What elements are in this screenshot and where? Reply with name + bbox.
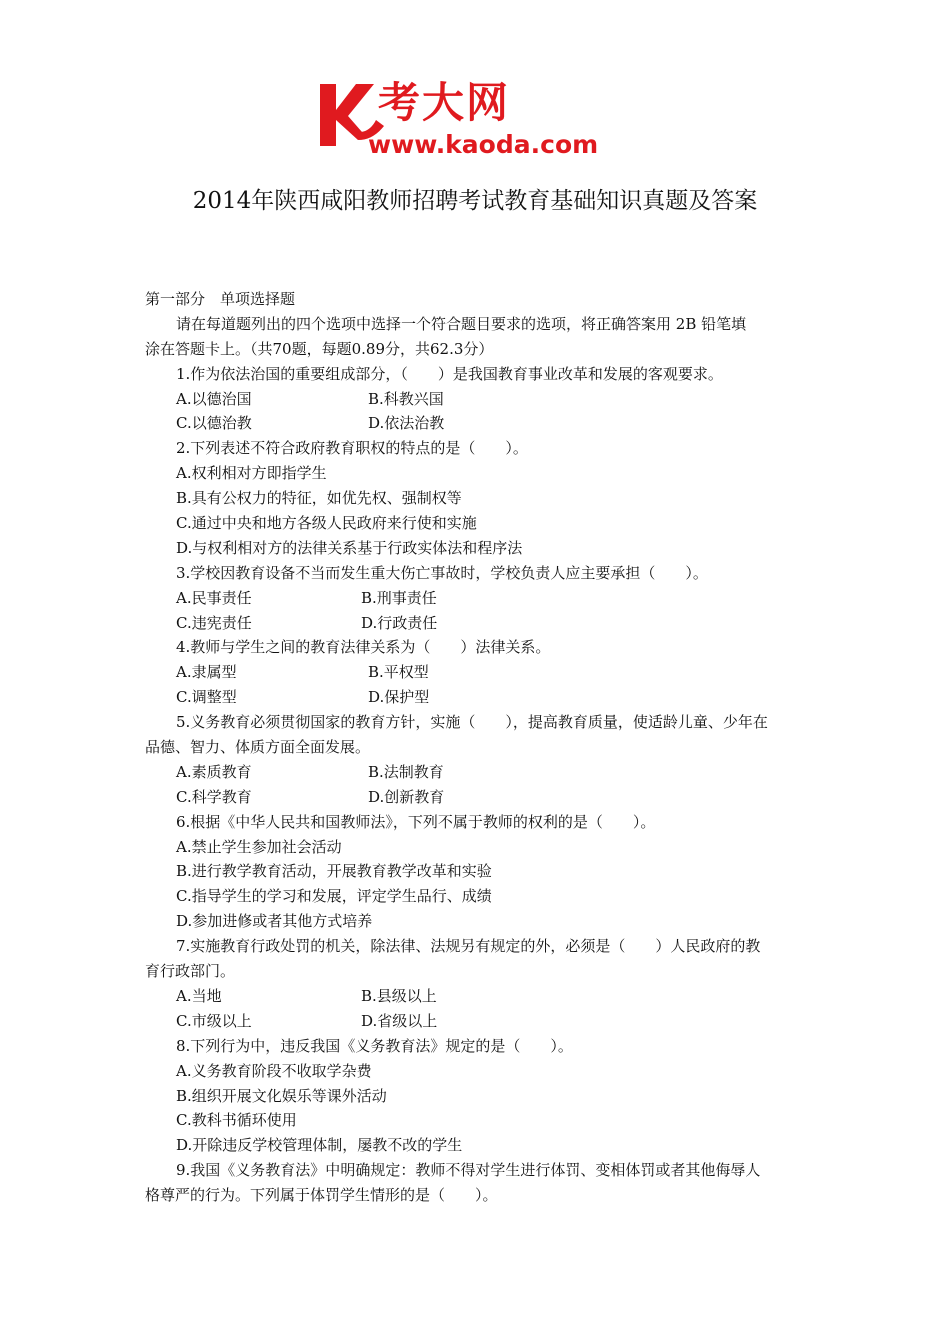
option-row — [145, 1133, 810, 1158]
answer-option: A.素质教育 — [176, 762, 252, 781]
answer-option: D.参加进修或者其他方式培养 — [176, 912, 373, 931]
answer-option: B.县级以上 — [361, 986, 437, 1005]
option-row — [145, 909, 810, 934]
answer-option: B.具有公权力的特征，如优先权、强制权等 — [176, 489, 462, 508]
option-row — [145, 511, 810, 536]
answer-option: A.禁止学生参加社会活动 — [176, 837, 342, 856]
kaoda-logo — [318, 80, 638, 160]
option-row — [145, 660, 810, 685]
question-text: 8.下列行为中，违反我国《义务教育法》规定的是（ ）。 — [176, 1036, 573, 1055]
option-row — [145, 884, 810, 909]
section-heading: 第一部分 单项选择题 — [145, 290, 296, 308]
answer-option: C.教科书循环使用 — [176, 1111, 297, 1130]
option-row — [145, 835, 810, 860]
option-row — [145, 461, 810, 486]
answer-option: C.调整型 — [176, 688, 237, 707]
question-text: 7.实施教育行政处罚的机关，除法律、法规另有规定的外，必须是（ ）人民政府的教 — [176, 937, 761, 956]
answer-option: A.当地 — [176, 986, 222, 1005]
answer-option: B.科教兴国 — [368, 389, 444, 408]
instructions-line: 涂在答题卡上。（共70题，每题0.89分，共62.3分） — [145, 339, 494, 358]
answer-option: A.民事责任 — [176, 588, 252, 607]
question-text: 9.我国《义务教育法》中明确规定：教师不得对学生进行体罚、变相体罚或者其他侮辱人 — [176, 1161, 761, 1180]
answer-option: D.开除违反学校管理体制，屡教不改的学生 — [176, 1136, 463, 1155]
answer-option: A.权利相对方即指学生 — [176, 464, 327, 483]
answer-option: A.以德治国 — [176, 389, 252, 408]
question-text: 4.教师与学生之间的教育法律关系为（ ）法律关系。 — [176, 638, 551, 657]
option-row — [145, 785, 810, 810]
question-text: 6.根据《中华人民共和国教师法》，下列不属于教师的权利的是（ ）。 — [176, 812, 656, 831]
answer-option: C.以德治教 — [176, 414, 252, 433]
question-list — [145, 362, 810, 1208]
answer-option: A.义务教育阶段不收取学杂费 — [176, 1061, 372, 1080]
document-body — [145, 287, 810, 1208]
answer-option: B.进行教学教育活动，开展教育教学改革和实验 — [176, 862, 492, 881]
answer-option: C.违宪责任 — [176, 613, 252, 632]
question-text: 2.下列表述不符合政府教育职权的特点的是（ ）。 — [176, 439, 528, 458]
answer-option: C.科学教育 — [176, 787, 252, 806]
option-row — [145, 984, 810, 1009]
option-row — [145, 1059, 810, 1084]
page-title: 2014年陕西咸阳教师招聘考试教育基础知识真题及答案 — [192, 188, 758, 214]
option-row — [145, 1108, 810, 1133]
option-row — [145, 486, 810, 511]
option-row — [145, 1084, 810, 1109]
question-text: 格尊严的行为。下列属于体罚学生情形的是（ ）。 — [145, 1186, 498, 1205]
answer-option: D.依法治教 — [368, 414, 445, 433]
answer-option: C.市级以上 — [176, 1011, 252, 1030]
option-row — [145, 411, 810, 436]
answer-option: A.隶属型 — [176, 663, 237, 682]
option-row — [145, 859, 810, 884]
logo-chinese-text: 考大网 — [378, 78, 511, 127]
instructions-line: 请在每道题列出的四个选项中选择一个符合题目要求的选项，将正确答案用 2B 铅笔填 — [176, 314, 747, 333]
option-row — [145, 760, 810, 785]
question-text: 1.作为依法治国的重要组成部分，（ ）是我国教育事业改革和发展的客观要求。 — [176, 364, 723, 383]
answer-option: B.法制教育 — [368, 762, 444, 781]
option-row — [145, 611, 810, 636]
question-text: 3.学校因教育设备不当而发生重大伤亡事故时，学校负责人应主要承担（ ）。 — [176, 563, 708, 582]
option-row — [145, 387, 810, 412]
answer-option: C.指导学生的学习和发展，评定学生品行、成绩 — [176, 887, 492, 906]
option-row — [145, 536, 810, 561]
answer-option: B.平权型 — [368, 663, 429, 682]
answer-option: D.省级以上 — [361, 1011, 438, 1030]
logo-url-text: www.kaoda.com — [368, 130, 599, 159]
question-text: 品德、智力、体质方面全面发展。 — [145, 738, 371, 757]
option-row — [145, 1009, 810, 1034]
question-text: 5.义务教育必须贯彻国家的教育方针，实施（ ），提高教育质量，使适龄儿童、少年在 — [176, 713, 768, 732]
answer-option: D.保护型 — [368, 688, 430, 707]
question-text: 育行政部门。 — [145, 962, 236, 981]
option-row — [145, 586, 810, 611]
answer-option: D.与权利相对方的法律关系基于行政实体法和程序法 — [176, 538, 523, 557]
answer-option: C.通过中央和地方各级人民政府来行使和实施 — [176, 514, 477, 533]
answer-option: D.行政责任 — [361, 613, 438, 632]
answer-option: B.刑事责任 — [361, 588, 437, 607]
answer-option: B.组织开展文化娱乐等课外活动 — [176, 1086, 387, 1105]
answer-option: D.创新教育 — [368, 787, 445, 806]
option-row — [145, 685, 810, 710]
